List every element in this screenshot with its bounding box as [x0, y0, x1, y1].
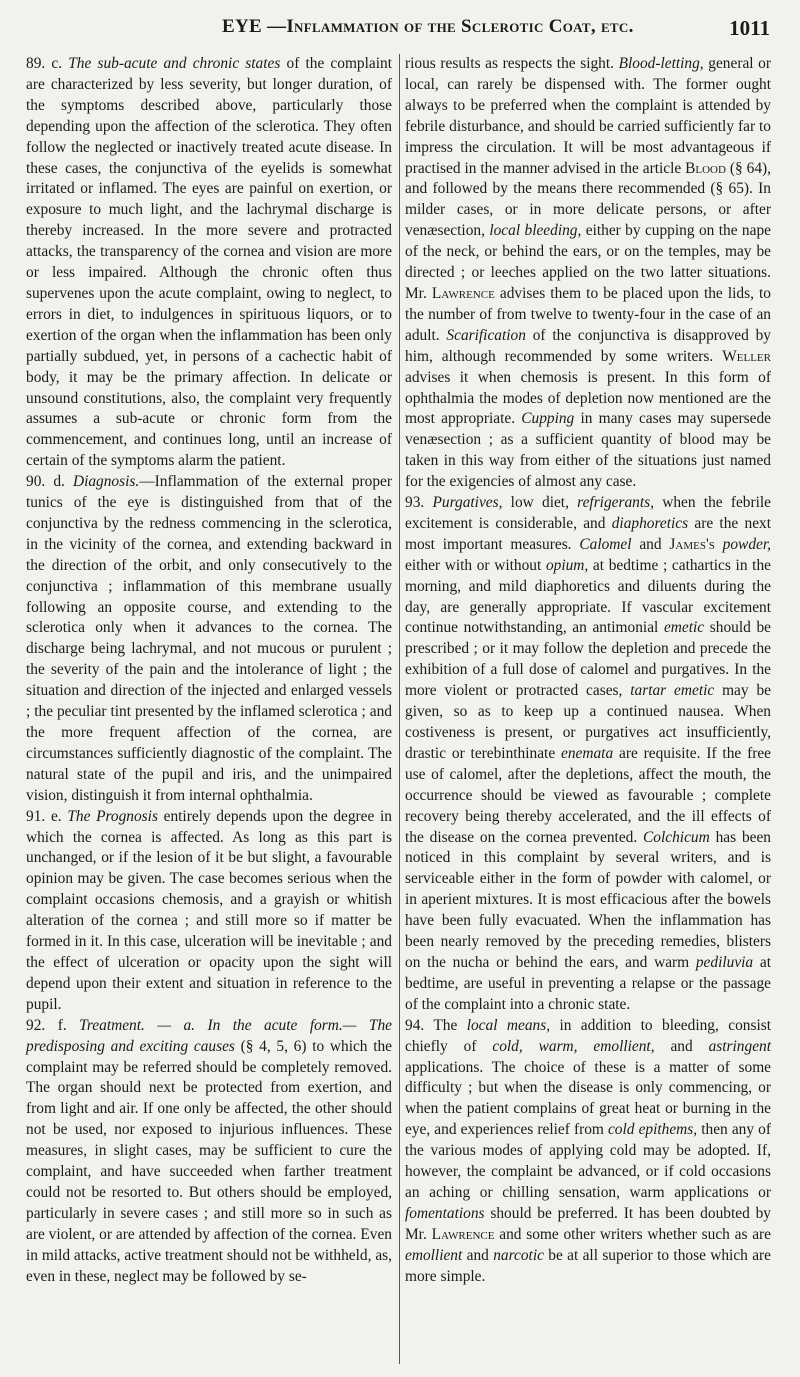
italic-run: Calomel	[579, 535, 632, 553]
para-letter: d.	[53, 473, 65, 491]
paragraph-89	[26, 54, 392, 472]
text-run: of the conjunctiva is disapproved by him, although recommended by some writers.	[405, 326, 771, 365]
italic-run: Cupping	[521, 410, 575, 428]
text-run: be at all superior to those which are more simple.	[405, 1246, 771, 1285]
para-text: (§ 4, 5, 6) to which the complaint may be referred should be completely removed. The organ should next be protected from exertion, and from light and air. If one only be affected, the other should not be used, nor exposed to injurious influences. These measures, in slight cases, may be sufficient to cure the complaint, and have succeeded when farther treatment could not be resorted to. But others should be employed, particularly in severe cases ; and still more so in such as are violent, or are attended by affection of the cornea. Even in mild attacks, active treatment should not be withheld, as, even in these, neglect may be followed by se-	[26, 1037, 393, 1285]
small-caps-run: Blood	[685, 159, 726, 177]
text-run: then any of the various modes of applying cold may be adopted. If, however, the complaint be advanced, or if cold occasions an aching or chilling sensation, warm applications or	[405, 1121, 771, 1201]
page-number: 1011	[729, 16, 770, 40]
italic-run: enemata	[561, 744, 614, 762]
para-text: entirely depends upon the degree in which the cornea is affected. As long as this part is unchanged, or if the lesion of it be but slight, a favourable opinion may be given. The case becomes serious when the complaint occasions chemosis, and a grayish or whitish alteration of the cornea ; and still more so if matter be formed in it. In this case, ulceration will be inevitable ; and the effect of ulceration or opacity upon the sight will depend upon their extent and situation in reference to the pupil.	[26, 807, 392, 1013]
text-run: should be preferred. It has been doubted by Mr.	[405, 1204, 771, 1243]
para-title: Diagnosis.	[72, 473, 140, 491]
para-number: 93.	[405, 494, 425, 512]
paragraph-93	[405, 493, 771, 1016]
text-run: when the febrile excitement is considerable, and	[405, 494, 771, 532]
para-number: 90.	[26, 473, 46, 491]
para-text: —Inflammation of the external proper tunics of the eye is distinguished from that of the conjunctiva by the redness commencing in the sclerotica, in the vicinity of the cornea, and extending backward in the direction of the orbit, and only consecutively to the conjunctiva ; inflammation of this membrane usually following an opposite course, and extending to the sclerotica only when it advances to the cornea. The discharge being lachrymal, and not mucous or purulent ; the severity of the pain and the intolerance of light ; the situation and direction of the injected and enlarged vessels ; the peculiar tint presented by the inflamed sclerotica ; and the more frequent affection of the cornea, are circumstances sufficiently diagnostic of the complaint. The natural state of the pupil and iris, and the unimpaired vision, distinguish it from internal ophthalmia.	[26, 473, 393, 804]
text-run: applications. The choice of these is a matter of some difficulty ; but when the disease is only commencing, or when the patient complains of great heat or burning in the eye, and experiences relief from	[405, 1058, 771, 1139]
text-run: advises them to be placed upon the lids, to the number of from twelve to twenty-four in the case of an adult.	[405, 284, 771, 344]
paragraph-91	[26, 807, 392, 1016]
para-number: 92.	[26, 1016, 46, 1034]
para-letter: c.	[51, 55, 63, 72]
italic-run: cold epithems,	[607, 1121, 698, 1139]
text-run: at bedtime, are useful in preventing a relapse or the passage of the complaint into a chronic state.	[405, 953, 771, 1013]
para-number: 91.	[26, 807, 46, 825]
italic-run: cold, warm, emollient,	[492, 1037, 655, 1055]
text-run: and	[631, 535, 670, 553]
italic-run: emollient	[405, 1246, 463, 1264]
text-run: in addition to bleeding, consist chiefly of	[405, 1016, 771, 1055]
italic-run: powder,	[714, 535, 771, 553]
column-divider	[399, 54, 400, 1364]
small-caps-run: Lawrence	[431, 284, 495, 302]
italic-run: astringent	[708, 1037, 771, 1055]
italic-run: Purgatives,	[432, 494, 503, 512]
para-title: The sub-acute and chronic states	[68, 55, 281, 72]
text-run: (§ 64), and followed by the means there recommended (§ 65). In milder cases, or in more delicate persons, or after venæsection,	[405, 159, 771, 240]
italic-run: narcotic	[493, 1246, 544, 1264]
italic-run: emetic	[663, 619, 705, 637]
text-run: general or local, can rarely be dispensed with. The former ought always to be preferred when the complaint is attended by febrile disturbance, and should be carried sufficiently far to impress the circulation. It will be most advantageous if practised in the manner advised in the article	[405, 55, 771, 177]
text-run: and	[462, 1246, 494, 1264]
text-run: low diet,	[502, 494, 578, 512]
para-title: Treatment. — a. In the acute form.— The predisposing and exciting causes	[26, 1016, 392, 1055]
small-caps-run: James's	[669, 535, 715, 553]
italic-run: tartar emetic	[630, 682, 715, 700]
italic-run: local means,	[466, 1016, 551, 1034]
text-run: are requisite. If the free use of calomel, after the depletions, affect the mouth, the occurrence should be viewed as favourable ; complete recovery being thereby accelerated, and the ill effects of the disease on the cornea prevented.	[405, 744, 772, 846]
italic-run: pediluvia	[695, 953, 754, 971]
left-column	[26, 54, 392, 1287]
running-title: EYE —Inflammation of the Sclerotic Coat, etc.	[222, 16, 634, 37]
para-letter: f.	[57, 1016, 67, 1034]
text-run: either by cupping on the nape of the neck, or behind the ears, or on the temples, may be directed ; or leeches applied on the two latter situations. Mr.	[405, 222, 771, 302]
small-caps-run: Weller	[722, 347, 771, 365]
page-header	[24, 16, 770, 50]
italic-run: fomentations	[405, 1204, 485, 1222]
italic-run: Blood-letting,	[618, 55, 704, 72]
italic-run: opium,	[545, 556, 589, 574]
text-run: advises it when chemosis is present. In this form of ophthalmia the modes of depletion now mentioned are the most appropriate.	[405, 368, 771, 428]
text-run: either with or without	[405, 556, 546, 574]
small-caps-run: Lawrence	[431, 1225, 495, 1243]
paragraph-94	[405, 1016, 771, 1288]
text-run: may be given, so as to keep up a continued nausea. When costiveness is present, or purgatives act insufficiently, drastic or terebinthinate	[405, 682, 771, 762]
text-run: rious results as respects the sight.	[405, 55, 619, 72]
paragraph-90	[26, 472, 392, 807]
italic-run: local bleeding,	[489, 222, 582, 240]
para-number: 89.	[26, 55, 46, 72]
italic-run: Colchicum	[643, 828, 710, 846]
italic-run: refrigerants,	[577, 494, 654, 512]
para-letter: e.	[50, 807, 62, 825]
paragraph-92	[26, 1016, 392, 1288]
italic-run: Scarification	[446, 326, 526, 344]
text-run: at bedtime ; cathartics in the morning, and mild diaphoretics and diluents during the day, are generally appropriate. If vascular excitement continue notwithstanding, an antimonial	[405, 556, 771, 637]
para-text: of the complaint are characterized by less severity, but longer duration, of the symptoms described above, particularly those depending upon the affection of the sclerotica. They often follow the neglected or inactively treated acute disease. In these cases, the conjunctiva of the eyelids is somewhat irritated or inflamed. The eyes are painful on exertion, or exposure to much light, and the lachrymal discharge is thereby increased. In the more severe and protracted attacks, the transparency of the cornea and vision are more or less impaired. Although the chronic often thus supervenes upon the acute complaint, owing to neglect, to errors in diet, to indulgences in spirituous liquors, or to exertion of the organ when the inflammation has been only partially subdued, yet, in persons of a cachectic habit of body, it may be the primary affection. In delicate or unsound constitutions, also, the complaint very frequently assumes a sub-acute or chronic form from the commencement, and continues long, until an increase of certain of the symptoms alarm the patient.	[26, 55, 392, 470]
text-run: The	[424, 1016, 467, 1034]
text-run: are the next most important measures.	[405, 514, 771, 553]
text-run: should be prescribed ; or it may follow the depletion and precede the exhibition of a full dose of calomel and purgatives. In the more violent or protracted cases,	[405, 619, 771, 700]
paragraph-92-continued	[405, 54, 771, 493]
text-run: in many cases may supersede venæsection ; as a sufficient quantity of blood may be taken in this way from either of the situations just named for the exigencies of almost any case.	[405, 410, 771, 491]
italic-run: diaphoretics	[611, 514, 689, 532]
text-run: and some other writers whether such as are	[494, 1225, 772, 1243]
text-run: has been noticed in this complaint by several writers, and is serviceable either in the form of powder with calomel, or in aperient mixtures. It is most efficacious after the bowels have been fully evacuated. When the inflammation has been nearly removed by the preceding remedies, blisters on the nucha or behind the ears, and warm	[405, 828, 771, 971]
para-title: The Prognosis	[67, 807, 158, 825]
right-column	[405, 54, 771, 1287]
para-number: 94.	[405, 1016, 425, 1034]
text-run: and	[654, 1037, 709, 1055]
